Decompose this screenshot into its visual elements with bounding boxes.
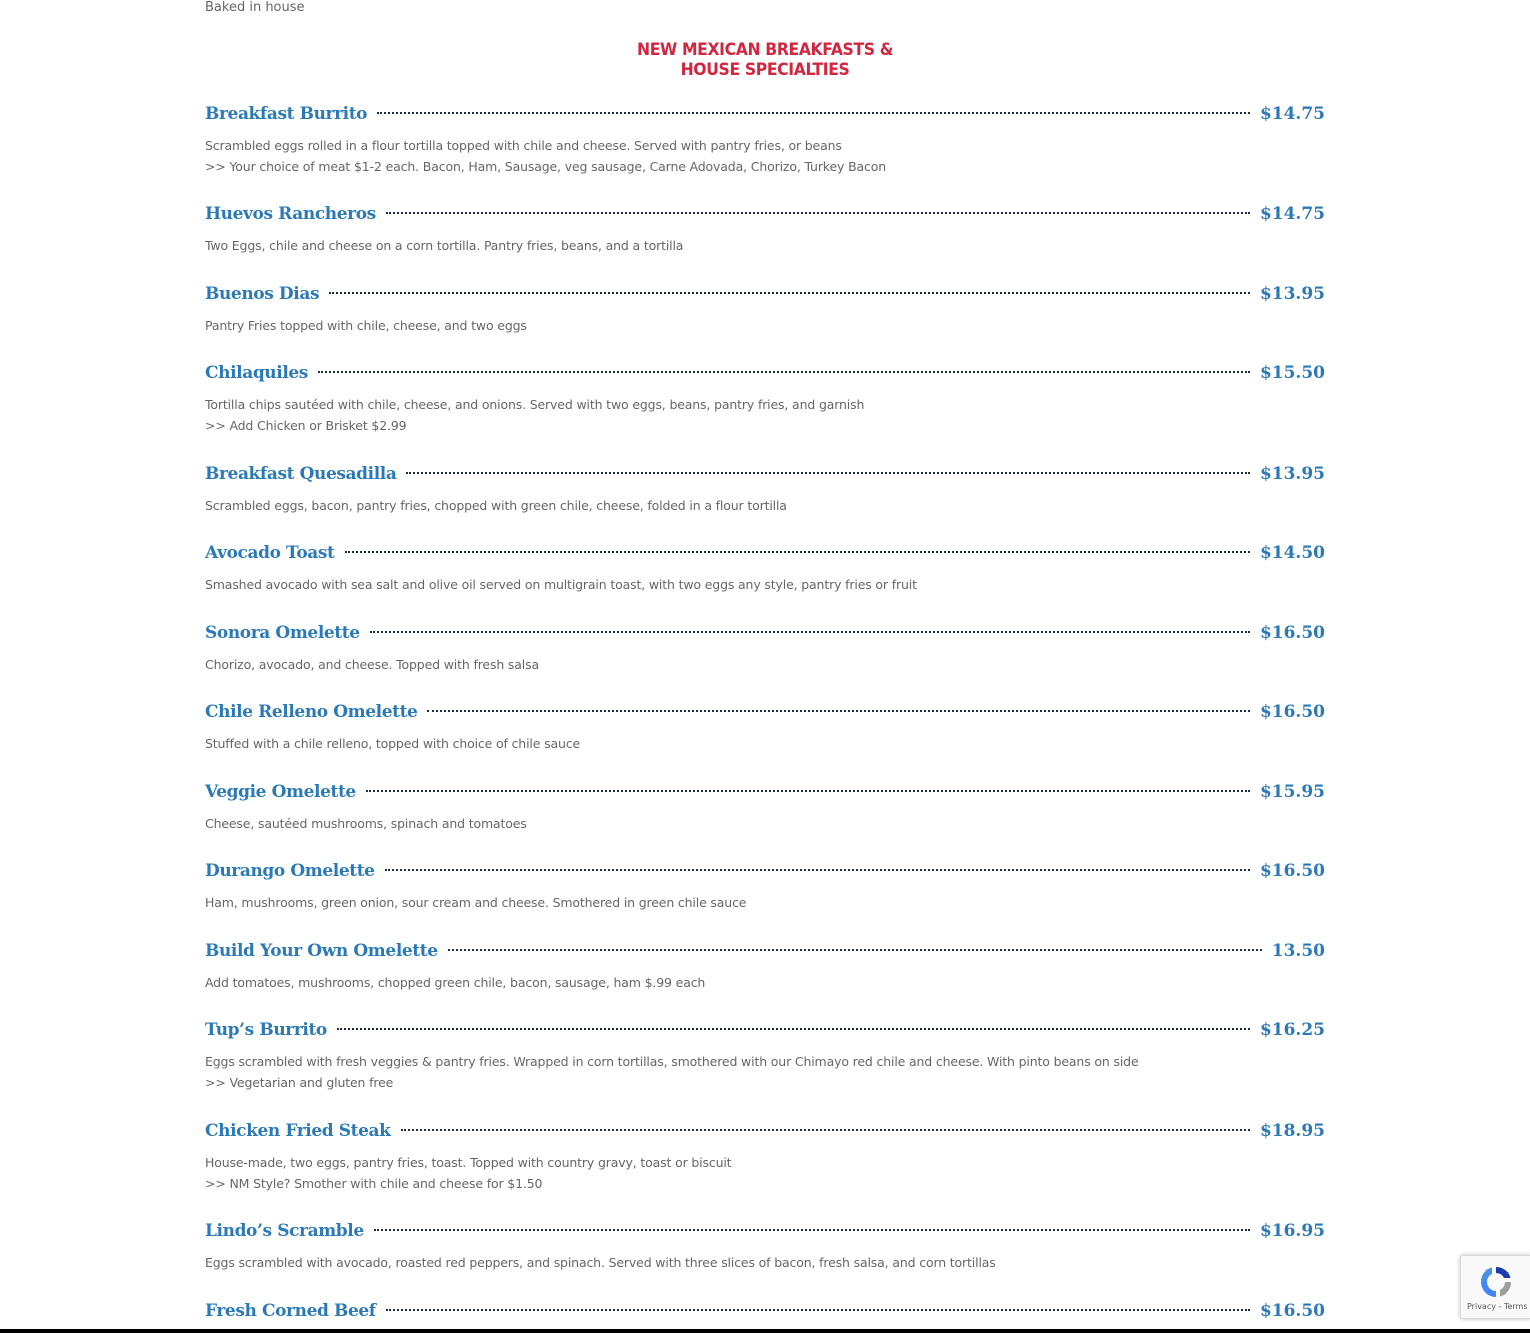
- menu-item: [205, 282, 1325, 336]
- menu-item-price: $16.50: [1259, 1301, 1325, 1321]
- menu-item-header: [205, 541, 1325, 565]
- menu-item-description-line: Ham, mushrooms, green onion, sour cream and cheese. Smothered in green chile sauce: [205, 895, 747, 910]
- menu-item-name: Lindo’s Scramble: [205, 1221, 364, 1241]
- menu-item-description-line: Chorizo, avocado, and cheese. Topped with fresh salsa: [205, 657, 539, 672]
- bottom-edge-bar: [0, 1329, 1530, 1333]
- menu-item-price: $14.50: [1259, 543, 1325, 563]
- menu-item-price: $18.95: [1259, 1121, 1325, 1141]
- menu-item-header: [205, 621, 1325, 645]
- menu-item-name: Chicken Fried Steak: [205, 1121, 391, 1141]
- dotted-leader: [401, 1129, 1250, 1131]
- dotted-leader: [377, 112, 1250, 114]
- menu-item-name: Huevos Rancheros: [205, 204, 376, 224]
- dotted-leader: [406, 472, 1249, 474]
- menu-item: [205, 1299, 1325, 1323]
- menu-item-name: Chile Relleno Omelette: [205, 702, 418, 722]
- menu-item-description-line: Smashed avocado with sea salt and olive oil served on multigrain toast, with two eggs any style, pantry fries or fruit: [205, 577, 917, 592]
- section-title-line-2: HOUSE SPECIALTIES: [680, 60, 850, 80]
- menu-item-header: [205, 102, 1325, 126]
- menu-item-description-line: >> Add Chicken or Brisket $2.99: [205, 418, 407, 433]
- menu-item-header: [205, 859, 1325, 883]
- menu-item-header: [205, 939, 1325, 963]
- menu-item-price: $16.95: [1259, 1221, 1325, 1241]
- menu-item-description: [205, 1152, 1325, 1194]
- menu-item-price: $13.95: [1259, 284, 1325, 304]
- menu-item-description-line: Add tomatoes, mushrooms, chopped green chile, bacon, sausage, ham $.99 each: [205, 975, 706, 990]
- menu-item-description-line: House-made, two eggs, pantry fries, toast. Topped with country gravy, toast or biscuit: [205, 1155, 732, 1170]
- menu-item-description: [205, 235, 1325, 256]
- menu-item-price: $15.95: [1259, 782, 1325, 802]
- menu-item-name: Breakfast Burrito: [205, 104, 368, 124]
- menu-item-description-line: Cheese, sautéed mushrooms, spinach and tomatoes: [205, 816, 527, 831]
- menu-item-description: [205, 574, 1325, 595]
- previous-item-description: Baked in house: [205, 0, 305, 15]
- dotted-leader: [385, 869, 1250, 871]
- menu-item-name: Buenos Dias: [205, 284, 320, 304]
- menu-item-price: $13.95: [1259, 464, 1325, 484]
- menu-item: [205, 859, 1325, 913]
- menu-item-header: [205, 1119, 1325, 1143]
- menu-item-header: [205, 1219, 1325, 1243]
- dotted-leader: [345, 551, 1250, 553]
- section-title-line-1: NEW MEXICAN BREAKFASTS &: [636, 40, 894, 60]
- menu-item-header: [205, 361, 1325, 385]
- menu-item-description: [205, 813, 1325, 834]
- menu-item-description: [205, 972, 1325, 993]
- menu-item-name: Breakfast Quesadilla: [205, 464, 397, 484]
- menu-item-name: Veggie Omelette: [205, 782, 356, 802]
- menu-item-description-line: Tortilla chips sautéed with chile, cheese, and onions. Served with two eggs, beans, pantry fries, and garnish: [205, 397, 865, 412]
- menu-item: [205, 361, 1325, 436]
- menu-item-description-line: >> NM Style? Smother with chile and cheese for $1.50: [205, 1176, 543, 1191]
- menu-item-name: Build Your Own Omelette: [205, 941, 438, 961]
- menu-item-header: [205, 202, 1325, 226]
- menu-item-price: $16.50: [1259, 861, 1325, 881]
- dotted-leader: [427, 710, 1249, 712]
- menu-item-description: [205, 733, 1325, 754]
- menu-item-description-line: Eggs scrambled with fresh veggies & pantry fries. Wrapped in corn tortillas, smothered with our Chimayo red chile and cheese. With pinto beans on side: [205, 1054, 1139, 1069]
- menu-item-header: [205, 462, 1325, 486]
- recaptcha-icon: [1478, 1264, 1514, 1300]
- menu-item: [205, 700, 1325, 754]
- menu-item-description: [205, 135, 1325, 177]
- recaptcha-links[interactable]: Privacy - Terms: [1467, 1302, 1528, 1311]
- menu-item-price: $14.75: [1259, 104, 1325, 124]
- menu-item-name: Tup’s Burrito: [205, 1020, 327, 1040]
- dotted-leader: [448, 949, 1262, 951]
- menu-item-description-line: Pantry Fries topped with chile, cheese, and two eggs: [205, 318, 527, 333]
- menu-item-description-line: >> Your choice of meat $1-2 each. Bacon, Ham, Sausage, veg sausage, Carne Adovada, Chorizo, Turkey Bacon: [205, 159, 886, 174]
- menu-item-description: [205, 892, 1325, 913]
- menu-item-price: $15.50: [1259, 363, 1325, 383]
- menu-item: [205, 102, 1325, 177]
- menu-item-price: 13.50: [1271, 941, 1325, 961]
- menu-item-header: [205, 780, 1325, 804]
- menu-item-name: Chilaquiles: [205, 363, 308, 383]
- dotted-leader: [366, 790, 1250, 792]
- menu-item-name: Avocado Toast: [205, 543, 335, 563]
- menu-item-header: [205, 700, 1325, 724]
- menu-item: [205, 1119, 1325, 1194]
- menu-item-header: [205, 282, 1325, 306]
- menu-item-description: [205, 1051, 1325, 1093]
- dotted-leader: [329, 292, 1250, 294]
- menu-item-description: [205, 654, 1325, 675]
- menu-item-description: [205, 495, 1325, 516]
- menu-item-price: $14.75: [1259, 204, 1325, 224]
- menu-item-price: $16.50: [1259, 702, 1325, 722]
- menu-item-header: [205, 1299, 1325, 1323]
- menu-item: [205, 462, 1325, 516]
- dotted-leader: [374, 1229, 1250, 1231]
- menu-item: [205, 621, 1325, 675]
- menu-item-name: Sonora Omelette: [205, 623, 360, 643]
- menu-item: [205, 780, 1325, 834]
- menu-item-name: Fresh Corned Beef: [205, 1301, 376, 1321]
- menu-item-description: [205, 1252, 1325, 1273]
- menu-item-description-line: Scrambled eggs, bacon, pantry fries, chopped with green chile, cheese, folded in a flour tortilla: [205, 498, 787, 513]
- menu-item: [205, 939, 1325, 993]
- menu-item-name: Durango Omelette: [205, 861, 375, 881]
- menu-item-description-line: Scrambled eggs rolled in a flour tortilla topped with chile and cheese. Served with pantry fries, or beans: [205, 138, 842, 153]
- menu-item: [205, 1018, 1325, 1093]
- menu-item-description-line: Eggs scrambled with avocado, roasted red peppers, and spinach. Served with three slices of bacon, fresh salsa, and corn tortillas: [205, 1255, 996, 1270]
- menu-item-description-line: Stuffed with a chile relleno, topped with choice of chile sauce: [205, 736, 580, 751]
- menu-item: [205, 1219, 1325, 1273]
- menu-item: [205, 541, 1325, 595]
- menu-item-header: [205, 1018, 1325, 1042]
- menu-item-description: [205, 315, 1325, 336]
- dotted-leader: [386, 1309, 1250, 1311]
- section-title: [558, 40, 972, 80]
- recaptcha-badge[interactable]: [1460, 1255, 1530, 1319]
- dotted-leader: [386, 212, 1250, 214]
- dotted-leader: [318, 371, 1250, 373]
- dotted-leader: [370, 631, 1250, 633]
- menu-item-description-line: >> Vegetarian and gluten free: [205, 1075, 394, 1090]
- menu-item: [205, 202, 1325, 256]
- menu-item-description: [205, 394, 1325, 436]
- menu-item-description-line: Two Eggs, chile and cheese on a corn tortilla. Pantry fries, beans, and a tortilla: [205, 238, 684, 253]
- dotted-leader: [337, 1028, 1250, 1030]
- menu-item-price: $16.25: [1259, 1020, 1325, 1040]
- menu-item-price: $16.50: [1259, 623, 1325, 643]
